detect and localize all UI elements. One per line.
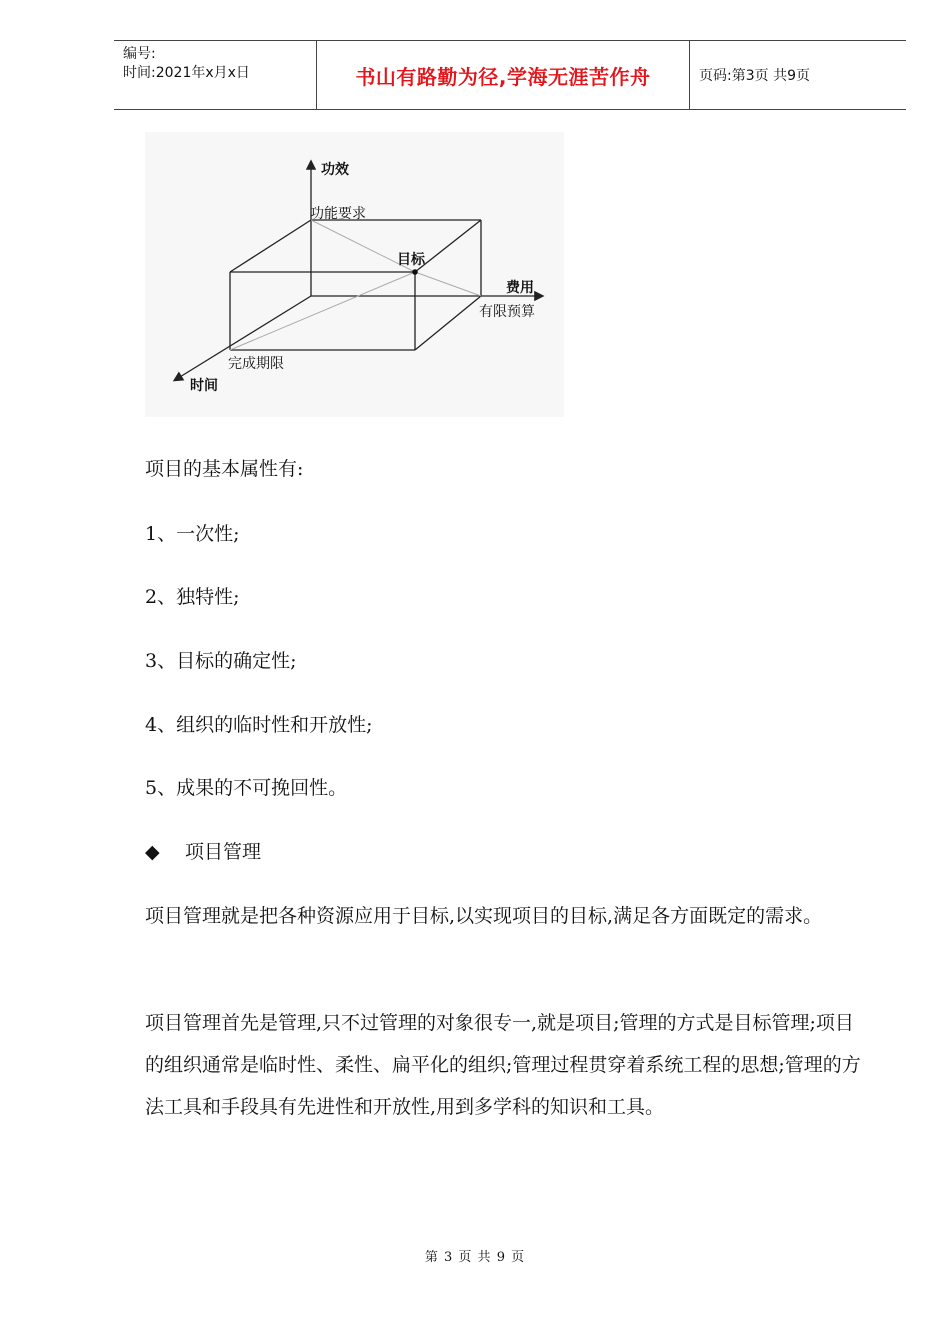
header-motto: 书山有路勤为径,学海无涯苦作舟 — [355, 64, 651, 89]
attribute-item-1: 1、一次性; — [145, 523, 240, 545]
paragraph-definition: 项目管理就是把各种资源应用于目标,以实现项目的目标,满足各方面既定的需求。 — [145, 905, 823, 927]
label-requirement: 功能要求 — [310, 206, 366, 222]
target-point — [412, 269, 418, 275]
diagram-svg — [145, 132, 564, 417]
box-right-bottom-depth — [415, 296, 481, 350]
page-footer: 第 3 页 共 9 页 — [424, 1250, 526, 1265]
paragraph-description: 项目管理首先是管理,只不过管理的对象很专一,就是项目;管理的方式是目标管理;项目的组织通常是临时性、柔性、扁平化的组织;管理过程贯穿着系统工程的思想;管理的方法工具和手段具有先进性和开放性,用到多学科的知识和工具。 — [145, 1012, 861, 1118]
section-heading — [145, 831, 861, 873]
time-label: 时间:2021年x月x日 — [123, 65, 250, 81]
header-page-cell — [690, 41, 906, 109]
axis-label-cost: 费用 — [506, 280, 534, 296]
label-deadline: 完成期限 — [228, 356, 284, 372]
header-meta-cell — [114, 41, 317, 109]
attribute-item-2: 2、独特性; — [145, 586, 240, 608]
attribute-item-3: 3、目标的确定性; — [145, 650, 297, 672]
diamond-bullet-icon: ◆ — [145, 841, 160, 863]
section-title: 项目管理 — [185, 841, 262, 863]
header-page-info: 页码:第3页 共9页 — [699, 68, 810, 84]
box-left-top-depth — [230, 220, 311, 272]
page-header — [114, 40, 906, 110]
attribute-item-5: 5、成果的不可挽回性。 — [145, 777, 348, 799]
attribute-item-4: 4、组织的临时性和开放性; — [145, 714, 373, 736]
attributes-intro: 项目的基本属性有: — [145, 458, 304, 480]
project-triangle-diagram — [145, 132, 564, 417]
number-label: 编号: — [123, 46, 156, 62]
label-budget: 有限预算 — [479, 304, 535, 320]
guide-deadline-target — [230, 272, 415, 350]
guide-target-budget — [415, 272, 481, 296]
header-motto-cell — [317, 41, 690, 109]
axis-label-time: 时间 — [190, 378, 218, 394]
label-target: 目标 — [397, 252, 425, 268]
axis-label-performance: 功效 — [321, 162, 349, 178]
